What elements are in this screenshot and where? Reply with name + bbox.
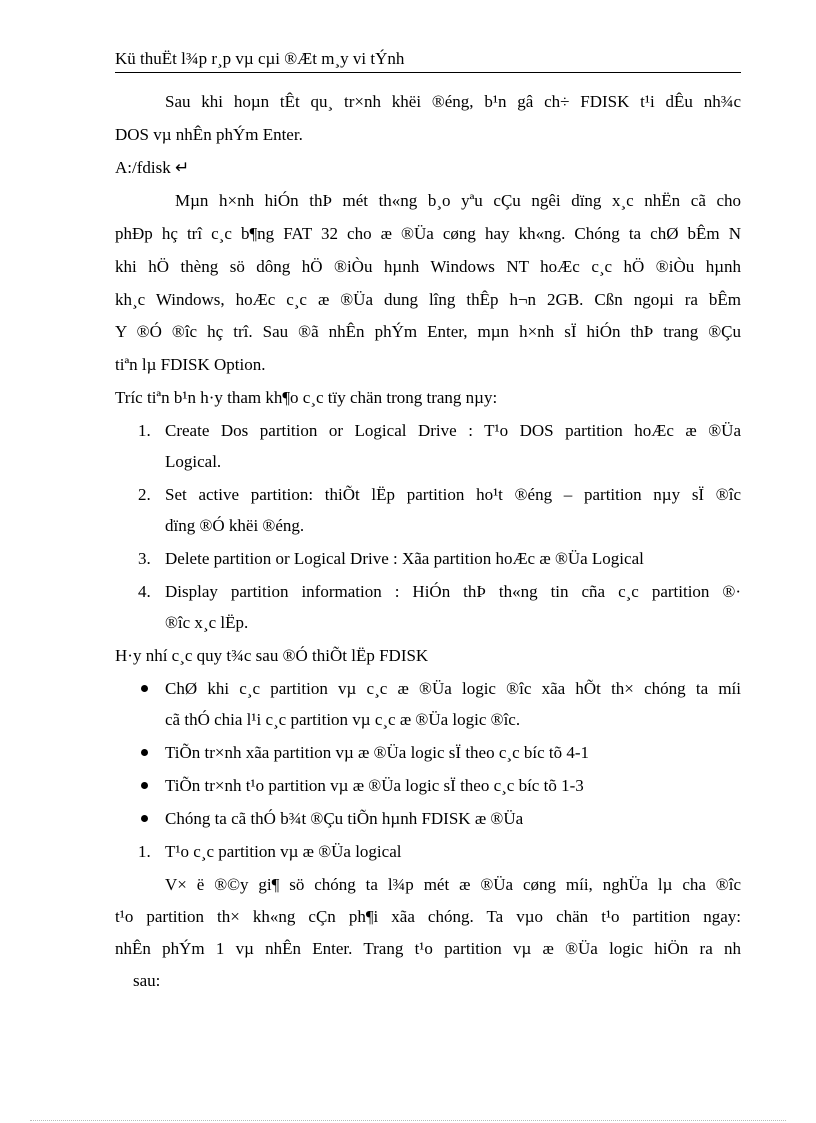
bullet-item-line: TiÕn tr×nh xãa partition vµ æ ®Üa logic sÏ theo c¸c bíc tõ 4-1 [165, 743, 590, 762]
list-item-line: Create Dos partition or Logical Drive : T¹o DOS partition hoÆc æ ®Üa [165, 421, 741, 440]
paragraph-line: Y ®Ó ®îc hç trî. Sau ®ã nhÊn phÝm Enter, mµn h×nh sÏ hiÓn thÞ trang ®Çu [115, 322, 741, 341]
list-number: 4. [138, 582, 151, 601]
bullet-icon [141, 685, 148, 692]
bullet-icon [141, 749, 148, 756]
section-heading: T¹o c¸c partition vµ æ ®Üa logical [165, 842, 402, 861]
paragraph-line: Mµn h×nh hiÓn thÞ mét th«ng b¸o yªu cÇu ngêi dïng x¸c nhËn cã cho [175, 191, 741, 210]
paragraph-line: sau: [133, 971, 161, 990]
list-item-line: Set active partition: thiÕt lËp partition ho¹t ®éng – partition nµy sÏ ®îc [165, 485, 741, 504]
list-item-line: dïng ®Ó khëi ®éng. [165, 516, 305, 535]
paragraph-line: kh¸c Windows, hoÆc c¸c æ ®Üa dung lîng thÊp h¬n 2GB. Cßn ngoµi ra bÊm [115, 290, 741, 309]
list-item-line: ®îc x¸c lËp. [165, 613, 249, 632]
command-line: A:/fdisk ↵ [115, 158, 190, 177]
page-bottom-divider [30, 1120, 786, 1121]
list-number: 2. [138, 485, 151, 504]
paragraph-line: DOS vµ nhÊn phÝm Enter. [115, 125, 303, 144]
paragraph-line: V× ë ®©y gi¶ sö chóng ta l¾p mét æ ®Üa cøng míi, nghÜa lµ cha ®îc [165, 875, 741, 894]
bullet-item-line: ChØ khi c¸c partition vµ c¸c æ ®Üa logic ®îc xãa hÕt th× chóng ta míi [165, 679, 741, 698]
paragraph-line: H·y nhí c¸c quy t¾c sau ®Ó thiÕt lËp FDISK [115, 646, 429, 665]
bullet-icon [141, 782, 148, 789]
paragraph-line: Sau khi hoµn tÊt qu¸ tr×nh khëi ®éng, b¹n gâ ch÷ FDISK t¹i dÊu nh¾c [165, 92, 741, 111]
paragraph-line: khi hÖ thèng sö dông hÖ ®iÒu hµnh Windows NT hoÆc c¸c hÖ ®iÒu hµnh [115, 257, 741, 276]
bullet-item-line: TiÕn tr×nh t¹o partition vµ æ ®Üa logic sÏ theo c¸c bíc tõ 1-3 [165, 776, 584, 795]
list-item-line: Display partition information : HiÓn thÞ th«ng tin cña c¸c partition ®· [165, 582, 741, 601]
paragraph-line: Tríc tiªn b¹n h·y tham kh¶o c¸c tïy chän trong trang nµy: [115, 388, 498, 407]
bullet-item-line: cã thÓ chia l¹i c¸c partition vµ c¸c æ ®Üa logic ®îc. [165, 710, 521, 729]
list-number: 1. [138, 421, 151, 440]
section-number: 1. [138, 842, 151, 861]
paragraph-line: tiªn lµ FDISK Option. [115, 355, 266, 374]
bullet-item-line: Chóng ta cã thÓ b¾t ®Çu tiÕn hµnh FDISK æ ®Üa [165, 809, 524, 828]
bullet-icon [141, 815, 148, 822]
list-number: 3. [138, 549, 151, 568]
paragraph-line: nhÊn phÝm 1 vµ nhÊn Enter. Trang t¹o partition vµ æ ®Üa logic hiÖn ra nh [115, 939, 741, 958]
paragraph-line: phÐp hç trî c¸c b¶ng FAT 32 cho æ ®Üa cøng hay kh«ng. Chóng ta chØ bÊm N [115, 224, 741, 243]
list-item-line: Delete partition or Logical Drive : Xãa partition hoÆc æ ®Üa Logical [165, 549, 644, 568]
paragraph-line: t¹o partition th× kh«ng cÇn ph¶i xãa chóng. Ta vµo chän t¹o partition ngay: [115, 907, 741, 926]
list-item-line: Logical. [165, 452, 222, 471]
page-header: Kü thuËt l¾p r¸p vµ cµi ®Æt m¸y vi tÝnh [115, 48, 741, 73]
